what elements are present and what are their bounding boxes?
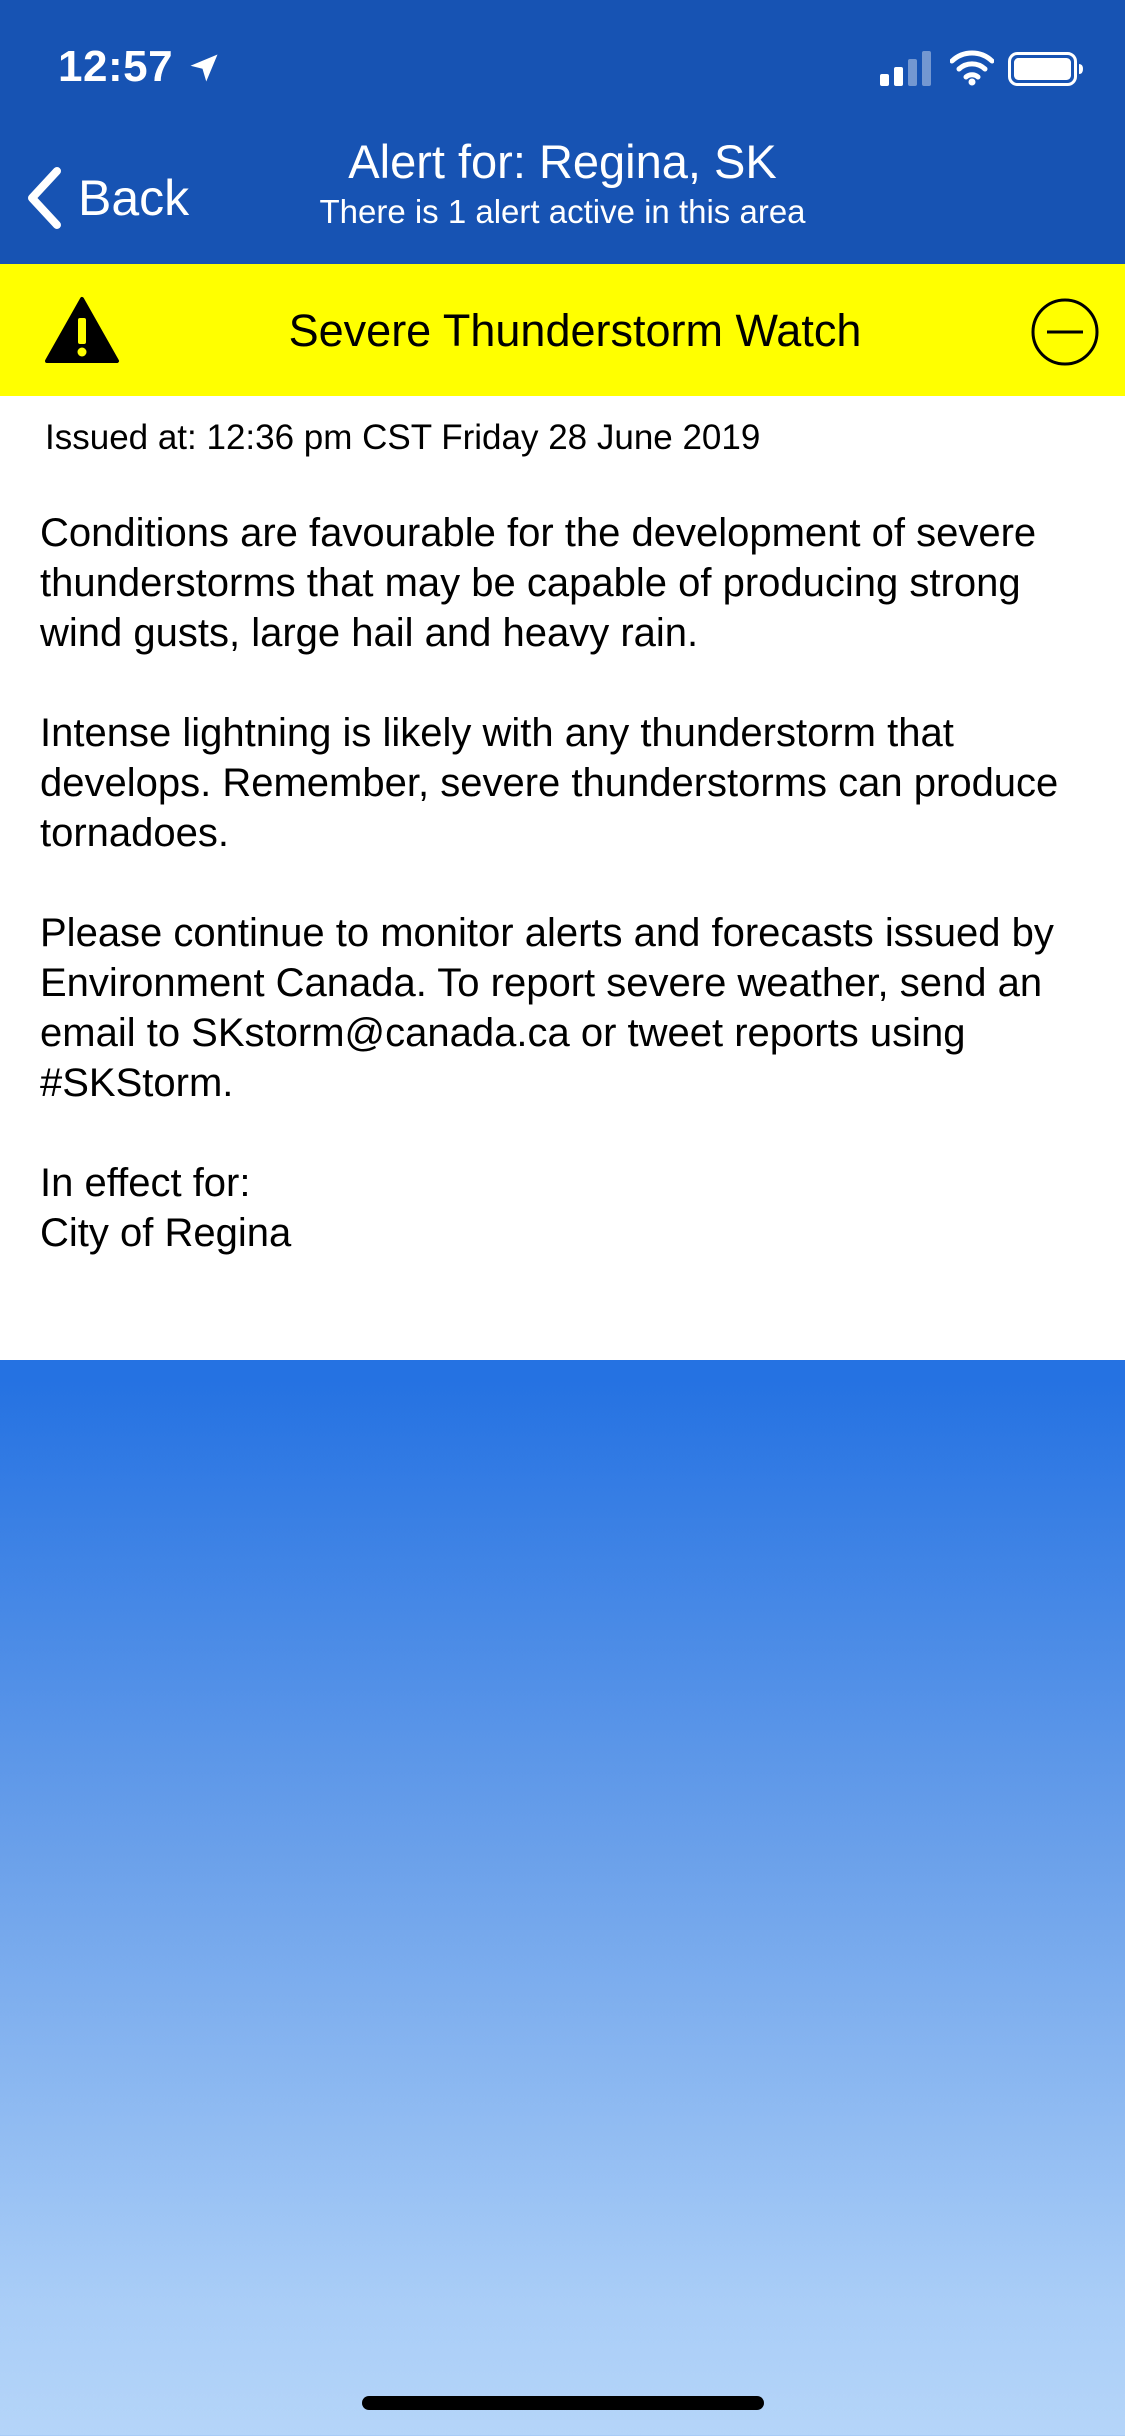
battery-icon [1008, 52, 1084, 86]
wifi-icon [950, 48, 994, 86]
alert-title: Severe Thunderstorm Watch [288, 305, 862, 356]
location-arrow-icon [186, 50, 222, 86]
issued-timestamp: Issued at: 12:36 pm CST Friday 28 June 2019 [45, 418, 761, 457]
minus-circle-icon[interactable] [1030, 297, 1100, 367]
status-bar-time: 12:57 [58, 42, 174, 91]
cellular-signal-icon [880, 50, 932, 86]
alert-description: Conditions are favourable for the development of severe thunderstorms that may be capable of producing strong wind gusts, large hail and heavy rain. Intense lightning is likely with any thunderstorm that develops. Remember, severe thunderstorms can produce tornadoes. Please continue to monitor alerts and forecasts issued by Environment Canada. To report severe weather, send an email to SKstorm@canada.ca or tweet reports using #SKStorm. In effect for: City of Regina [40, 511, 1059, 1255]
home-indicator[interactable] [362, 2396, 764, 2410]
alert-details [0, 396, 1125, 1360]
nav-title: Alert for: Regina, SK [348, 135, 777, 188]
nav-subtitle: There is 1 alert active in this area [319, 193, 806, 230]
back-button-label: Back [78, 170, 190, 226]
app-header [0, 0, 1125, 264]
